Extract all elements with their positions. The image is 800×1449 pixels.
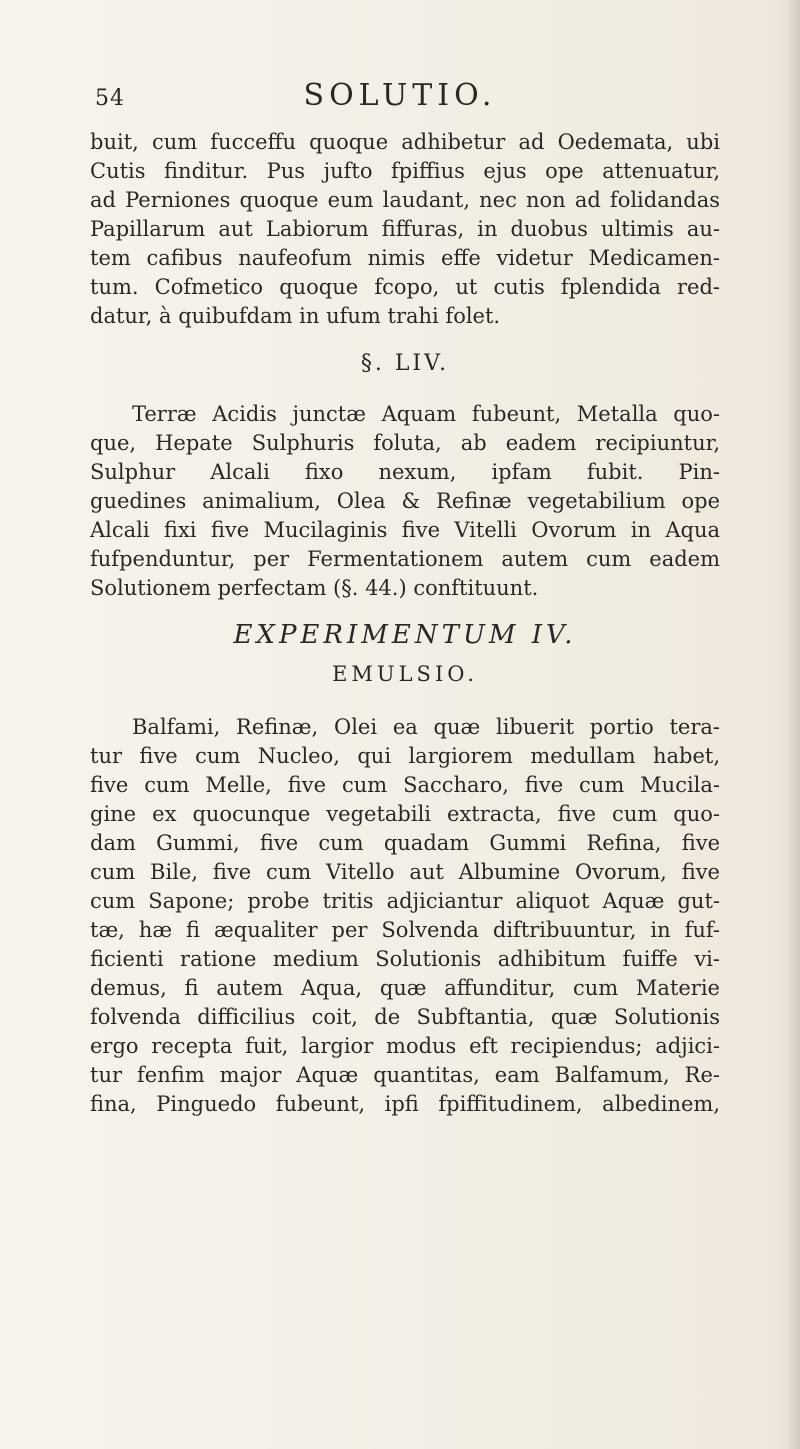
text-line: tem cafibus naufeofum nimis effe videtur Medicamen-	[90, 246, 720, 270]
text-line: tur fenfim major Aquæ quantitas, eam Balfamum, Re-	[90, 1063, 720, 1087]
text-line: tæ, hæ fi æqualiter per Solvenda diftribuuntur, in fuf-	[90, 918, 720, 942]
text-line: cum Sapone; probe tritis adjiciantur aliquot Aquæ gut-	[90, 889, 720, 913]
text-line: buit, cum fucceffu quoque adhibetur ad Oedemata, ubi	[90, 130, 720, 154]
text-line: Solutionem perfectam (§. 44.) conftituunt.	[90, 576, 539, 600]
text-line: Balfami, Refinæ, Olei ea quæ libuerit portio tera-	[132, 715, 720, 739]
text-line: cum Bile, five cum Vitello aut Albumine Ovorum, five	[90, 860, 720, 884]
text-line: Terræ Acidis junctæ Aquam fubeunt, Metalla quo-	[132, 402, 720, 426]
running-title: SOLUTIO.	[303, 78, 497, 113]
text-line: fufpenduntur, per Fermentationem autem cum eadem	[90, 547, 720, 571]
text-line: ergo recepta fuit, largior modus eft recipiendus; adjici-	[90, 1034, 720, 1058]
text-line: Cutis finditur. Pus jufto fpiffius ejus ope attenuatur,	[90, 159, 720, 183]
text-line: Sulphur Alcali fixo nexum, ipfam fubit. Pin-	[90, 460, 720, 484]
experiment-heading: EXPERIMENTUM IV.	[233, 620, 577, 650]
paragraph-3	[90, 713, 720, 1119]
text-line: guedines animalium, Olea & Refinæ vegetabilium ope	[90, 489, 720, 513]
text-line: tum. Cofmetico quoque fcopo, ut cutis fplendida red-	[90, 275, 720, 299]
text-line: ad Perniones quoque eum laudant, nec non ad folidandas	[90, 188, 720, 212]
text-line: dam Gummi, five cum quadam Gummi Refina, five	[90, 831, 720, 855]
text-line: five cum Melle, five cum Saccharo, five cum Mucila-	[90, 773, 720, 797]
page-number: 54	[95, 86, 125, 111]
experiment-subheading: EMULSIO.	[332, 662, 478, 686]
paragraph-1	[90, 128, 720, 331]
body-text	[90, 128, 720, 1119]
text-line: datur, à quibufdam in ufum trahi folet.	[90, 304, 501, 328]
text-line: gine ex quocunque vegetabili extracta, five cum quo-	[90, 802, 720, 826]
text-line: fina, Pinguedo fubeunt, ipfi fpiffitudinem, albedinem,	[90, 1092, 720, 1116]
running-head	[0, 78, 800, 118]
text-line: Papillarum aut Labiorum fiffuras, in duobus ultimis au-	[90, 217, 720, 241]
text-line: Alcali fixi five Mucilaginis five Vitelli Ovorum in Aqua	[90, 518, 720, 542]
text-line: folvenda difficilius coit, de Subftantia, quæ Solutionis	[90, 1005, 720, 1029]
text-line: que, Hepate Sulphuris foluta, ab eadem recipiuntur,	[90, 431, 720, 455]
section-heading: §. LIV.	[360, 351, 450, 376]
page-edge-shadow	[786, 0, 800, 1449]
paragraph-2	[90, 400, 720, 603]
text-line: demus, fi autem Aqua, quæ affunditur, cum Materie	[90, 976, 720, 1000]
text-line: tur five cum Nucleo, qui largiorem medullam habet,	[90, 744, 720, 768]
text-line: ficienti ratione medium Solutionis adhibitum fuiffe vi-	[90, 947, 720, 971]
